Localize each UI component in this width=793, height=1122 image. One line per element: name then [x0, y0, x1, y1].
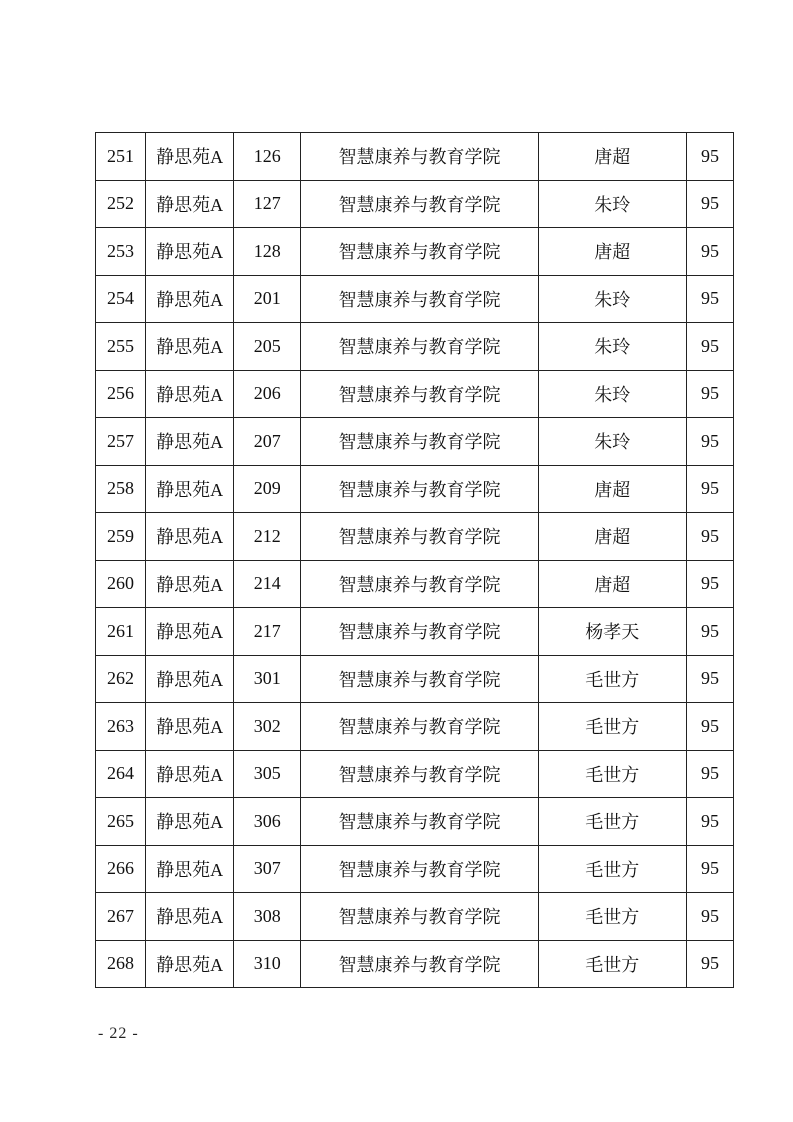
- table-row: [96, 893, 734, 941]
- person-cell: 唐超: [538, 228, 686, 276]
- person-cell: 唐超: [538, 133, 686, 181]
- room-cell: 205: [234, 323, 301, 371]
- building-cell: 静思苑A: [146, 845, 234, 893]
- college-cell: 智慧康养与教育学院: [301, 418, 538, 466]
- page-number: - 22 -: [98, 1025, 139, 1042]
- college-cell: 智慧康养与教育学院: [301, 845, 538, 893]
- row-number-cell: 267: [96, 893, 146, 941]
- room-cell: 128: [234, 228, 301, 276]
- college-cell: 智慧康养与教育学院: [301, 275, 538, 323]
- college-cell: 智慧康养与教育学院: [301, 133, 538, 181]
- table-row: [96, 845, 734, 893]
- building-cell: 静思苑A: [146, 655, 234, 703]
- person-cell: 毛世方: [538, 798, 686, 846]
- building-cell: 静思苑A: [146, 703, 234, 751]
- building-cell: 静思苑A: [146, 370, 234, 418]
- college-cell: 智慧康养与教育学院: [301, 893, 538, 941]
- person-cell: 毛世方: [538, 893, 686, 941]
- room-cell: 307: [234, 845, 301, 893]
- person-cell: 毛世方: [538, 845, 686, 893]
- row-number-cell: 252: [96, 180, 146, 228]
- person-cell: 朱玲: [538, 275, 686, 323]
- row-number-cell: 255: [96, 323, 146, 371]
- table-row: [96, 703, 734, 751]
- room-cell: 301: [234, 655, 301, 703]
- building-cell: 静思苑A: [146, 560, 234, 608]
- row-number-cell: 259: [96, 513, 146, 561]
- building-cell: 静思苑A: [146, 228, 234, 276]
- building-cell: 静思苑A: [146, 608, 234, 656]
- room-cell: 209: [234, 465, 301, 513]
- college-cell: 智慧康养与教育学院: [301, 370, 538, 418]
- score-cell: 95: [686, 750, 733, 798]
- building-cell: 静思苑A: [146, 133, 234, 181]
- row-number-cell: 253: [96, 228, 146, 276]
- person-cell: 毛世方: [538, 703, 686, 751]
- college-cell: 智慧康养与教育学院: [301, 228, 538, 276]
- room-cell: 201: [234, 275, 301, 323]
- building-cell: 静思苑A: [146, 323, 234, 371]
- person-cell: 毛世方: [538, 750, 686, 798]
- college-cell: 智慧康养与教育学院: [301, 560, 538, 608]
- building-cell: 静思苑A: [146, 893, 234, 941]
- row-number-cell: 258: [96, 465, 146, 513]
- score-cell: 95: [686, 465, 733, 513]
- room-cell: 302: [234, 703, 301, 751]
- table-row: [96, 513, 734, 561]
- row-number-cell: 262: [96, 655, 146, 703]
- table-row: [96, 370, 734, 418]
- score-cell: 95: [686, 228, 733, 276]
- college-cell: 智慧康养与教育学院: [301, 655, 538, 703]
- building-cell: 静思苑A: [146, 275, 234, 323]
- table-row: [96, 655, 734, 703]
- row-number-cell: 256: [96, 370, 146, 418]
- building-cell: 静思苑A: [146, 418, 234, 466]
- building-cell: 静思苑A: [146, 798, 234, 846]
- score-cell: 95: [686, 275, 733, 323]
- score-cell: 95: [686, 845, 733, 893]
- person-cell: 唐超: [538, 513, 686, 561]
- row-number-cell: 257: [96, 418, 146, 466]
- college-cell: 智慧康养与教育学院: [301, 750, 538, 798]
- person-cell: 唐超: [538, 465, 686, 513]
- row-number-cell: 254: [96, 275, 146, 323]
- person-cell: 杨孝天: [538, 608, 686, 656]
- score-cell: 95: [686, 608, 733, 656]
- college-cell: 智慧康养与教育学院: [301, 608, 538, 656]
- college-cell: 智慧康养与教育学院: [301, 703, 538, 751]
- room-cell: 126: [234, 133, 301, 181]
- room-cell: 207: [234, 418, 301, 466]
- room-cell: 305: [234, 750, 301, 798]
- table-row: [96, 940, 734, 988]
- table-row: [96, 750, 734, 798]
- room-cell: 310: [234, 940, 301, 988]
- room-cell: 212: [234, 513, 301, 561]
- person-cell: 朱玲: [538, 418, 686, 466]
- college-cell: 智慧康养与教育学院: [301, 180, 538, 228]
- room-cell: 306: [234, 798, 301, 846]
- row-number-cell: 265: [96, 798, 146, 846]
- room-cell: 127: [234, 180, 301, 228]
- table-body: [96, 133, 734, 988]
- table-row: [96, 323, 734, 371]
- row-number-cell: 251: [96, 133, 146, 181]
- building-cell: 静思苑A: [146, 513, 234, 561]
- person-cell: 朱玲: [538, 370, 686, 418]
- score-cell: 95: [686, 655, 733, 703]
- score-cell: 95: [686, 180, 733, 228]
- college-cell: 智慧康养与教育学院: [301, 940, 538, 988]
- row-number-cell: 261: [96, 608, 146, 656]
- table-row: [96, 418, 734, 466]
- row-number-cell: 268: [96, 940, 146, 988]
- building-cell: 静思苑A: [146, 180, 234, 228]
- person-cell: 毛世方: [538, 940, 686, 988]
- person-cell: 唐超: [538, 560, 686, 608]
- row-number-cell: 260: [96, 560, 146, 608]
- table-row: [96, 465, 734, 513]
- person-cell: 朱玲: [538, 323, 686, 371]
- dormitory-score-table: [95, 132, 734, 988]
- table-row: [96, 180, 734, 228]
- building-cell: 静思苑A: [146, 750, 234, 798]
- college-cell: 智慧康养与教育学院: [301, 323, 538, 371]
- table-row: [96, 560, 734, 608]
- table-row: [96, 798, 734, 846]
- row-number-cell: 263: [96, 703, 146, 751]
- table-row: [96, 228, 734, 276]
- score-cell: 95: [686, 940, 733, 988]
- score-cell: 95: [686, 133, 733, 181]
- college-cell: 智慧康养与教育学院: [301, 465, 538, 513]
- score-cell: 95: [686, 560, 733, 608]
- room-cell: 214: [234, 560, 301, 608]
- room-cell: 217: [234, 608, 301, 656]
- person-cell: 毛世方: [538, 655, 686, 703]
- row-number-cell: 266: [96, 845, 146, 893]
- score-cell: 95: [686, 370, 733, 418]
- table-row: [96, 133, 734, 181]
- score-cell: 95: [686, 418, 733, 466]
- score-cell: 95: [686, 323, 733, 371]
- college-cell: 智慧康养与教育学院: [301, 798, 538, 846]
- building-cell: 静思苑A: [146, 465, 234, 513]
- person-cell: 朱玲: [538, 180, 686, 228]
- table-row: [96, 608, 734, 656]
- room-cell: 206: [234, 370, 301, 418]
- room-cell: 308: [234, 893, 301, 941]
- table-row: [96, 275, 734, 323]
- row-number-cell: 264: [96, 750, 146, 798]
- building-cell: 静思苑A: [146, 940, 234, 988]
- college-cell: 智慧康养与教育学院: [301, 513, 538, 561]
- score-cell: 95: [686, 893, 733, 941]
- score-cell: 95: [686, 513, 733, 561]
- score-cell: 95: [686, 798, 733, 846]
- score-cell: 95: [686, 703, 733, 751]
